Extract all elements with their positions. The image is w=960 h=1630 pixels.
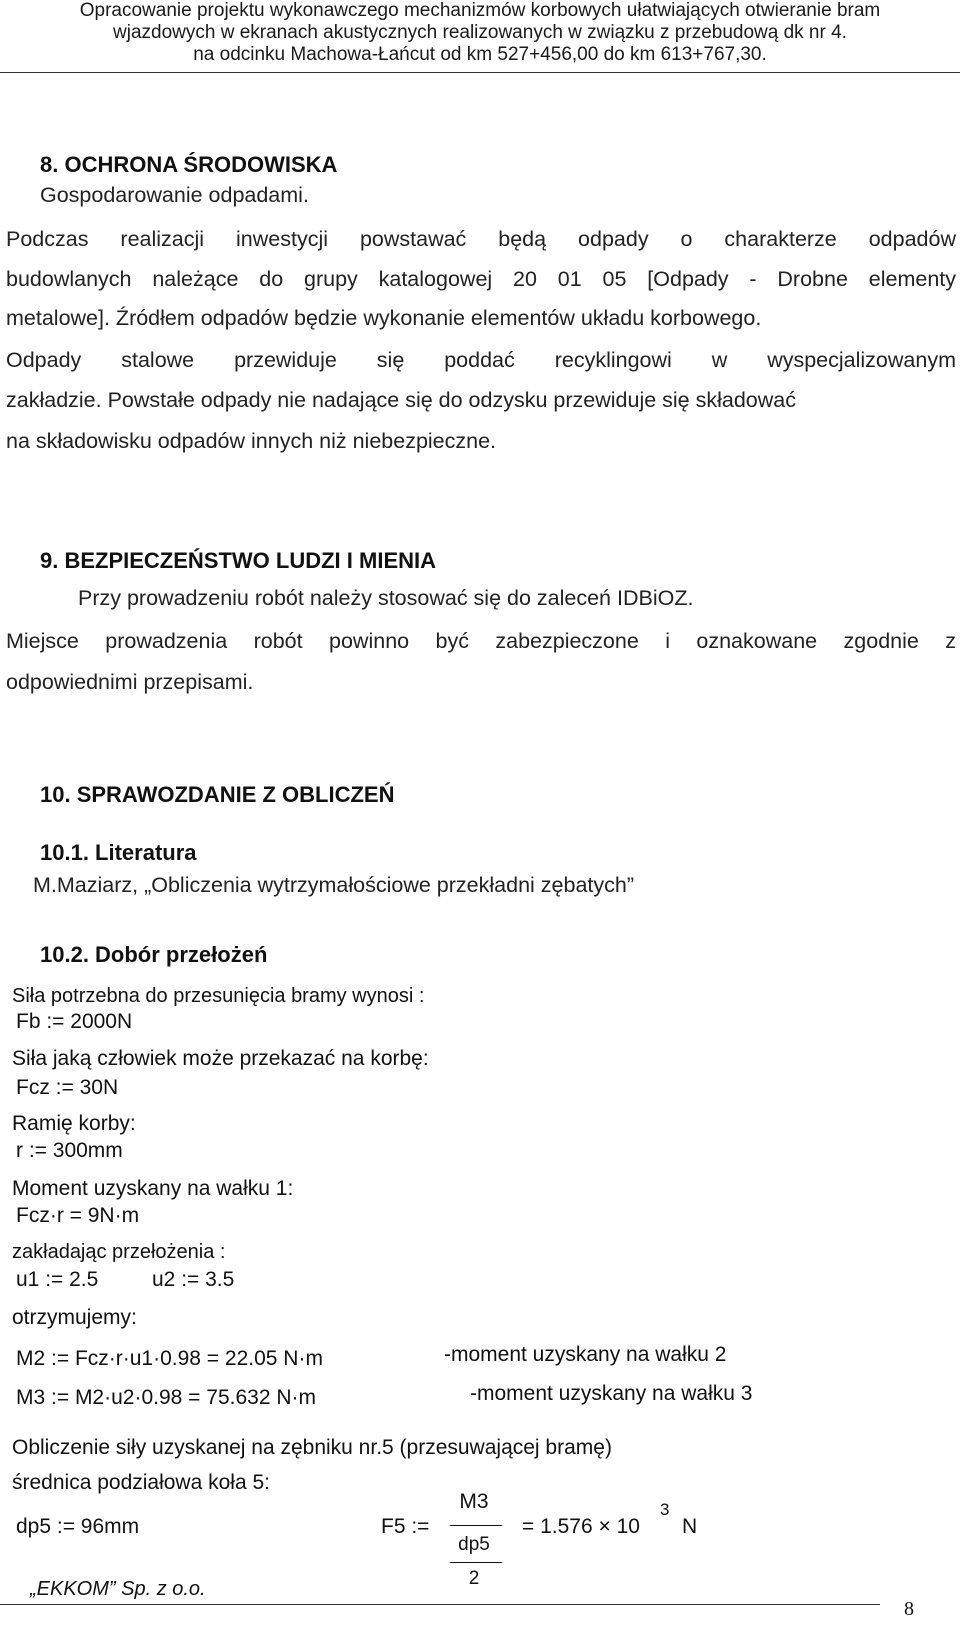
fcz-equation: Fcz := 30N — [16, 1076, 119, 1099]
fb-label: Siła potrzebna do przesunięcia bramy wynosi : — [12, 985, 425, 1007]
u2-equation: u2 := 3.5 — [152, 1268, 235, 1291]
page-number: 8 — [904, 1598, 914, 1620]
u1-equation: u1 := 2.5 — [16, 1268, 99, 1291]
section-8-title: 8. OCHRONA ŚRODOWISKA — [40, 152, 338, 177]
header-line-1: Opracowanie projektu wykonawczego mechanizmów korbowych ułatwiających otwieranie bram — [79, 0, 881, 21]
m2-note: -moment uzyskany na wałku 2 — [444, 1343, 727, 1366]
f5-lhs: F5 := — [381, 1515, 430, 1538]
literature-entry: M.Maziarz, „Obliczenia wytrzymałościowe przekładni zębatych” — [33, 873, 634, 897]
section-10-2-title: 10.2. Dobór przełożeń — [40, 942, 268, 967]
section-8-subtitle: Gospodarowanie odpadami. — [40, 183, 309, 207]
r-equation: r := 300mm — [16, 1139, 123, 1162]
m1-label: Moment uzyskany na wałku 1: — [12, 1177, 294, 1200]
section-9-line: odpowiednimi przepisami. — [6, 670, 254, 694]
ratio-label: zakładając przełożenia : — [12, 1241, 226, 1263]
m1-equation: Fcz·r = 9N·m — [16, 1204, 140, 1227]
dp5-label: średnica podziałowa koła 5: — [12, 1471, 270, 1494]
header-line-2: wjazdowych w ekranach akustycznych realizowanych w związku z przebudową dk nr 4. — [113, 22, 847, 43]
section-8-line: Odpady stalowe przewiduje się poddać recyklingowi w wyspecjalizowanym — [6, 348, 956, 372]
footer-company: „EKKOM” Sp. z o.o. — [30, 1578, 206, 1600]
m2-equation: M2 := Fcz·r·u1·0.98 = 22.05 N·m — [16, 1347, 323, 1370]
f5-unit: N — [682, 1515, 698, 1538]
f5-denominator: dp5 — [458, 1534, 490, 1555]
section-8-line: Podczas realizacji inwestycji powstawać będą odpady o charakterze odpadów — [6, 227, 956, 251]
f5-rhs: = 1.576 × 10 — [522, 1515, 640, 1538]
footer-divider — [0, 1604, 880, 1605]
header-divider — [0, 72, 960, 73]
result-label: otrzymujemy: — [12, 1306, 137, 1329]
page-header — [0, 0, 960, 72]
fcz-label: Siła jaką człowiek może przekazać na korbę: — [12, 1047, 429, 1070]
r-label: Ramię korby: — [12, 1112, 136, 1135]
section-10-1-title: 10.1. Literatura — [40, 840, 197, 865]
section-10-title: 10. SPRAWOZDANIE Z OBLICZEŃ — [40, 782, 395, 807]
fb-equation: Fb := 2000N — [16, 1010, 133, 1033]
section-9-line: Miejsce prowadzenia robót powinno być zabezpieczone i oznakowane zgodnie z — [6, 629, 956, 653]
dp5-equation: dp5 := 96mm — [16, 1515, 140, 1538]
section-8-line: zakładzie. Powstałe odpady nie nadające się do odzysku przewiduje się składować — [6, 388, 796, 412]
section-9-indent-line: Przy prowadzeniu robót należy stosować się do zaleceń IDBiOZ. — [78, 586, 694, 610]
f5-fraction — [448, 1490, 528, 1600]
f5-numerator: M3 — [459, 1490, 489, 1513]
f5-denominator-2: 2 — [468, 1568, 480, 1589]
section-8-line: na składowisku odpadów innych niż niebezpieczne. — [6, 429, 497, 453]
section-8-line: metalowe]. Źródłem odpadów będzie wykonanie elementów układu korbowego. — [6, 306, 762, 330]
f5-exponent: 3 — [660, 1500, 670, 1519]
m3-equation: M3 := M2·u2·0.98 = 75.632 N·m — [16, 1386, 316, 1409]
section-9-title: 9. BEZPIECZEŃSTWO LUDZI I MIENIA — [40, 548, 437, 573]
fraction-bar — [450, 1525, 502, 1526]
header-line-3: na odcinku Machowa-Łańcut od km 527+456,00 do km 613+767,30. — [193, 44, 767, 65]
force-label: Obliczenie siły uzyskanej na zębniku nr.5 (przesuwającej bramę) — [12, 1436, 612, 1459]
m3-note: -moment uzyskany na wałku 3 — [470, 1382, 753, 1405]
fraction-bar — [450, 1562, 502, 1563]
section-8-line: budowlanych należące do grupy katalogowej 20 01 05 [Odpady - Drobne elementy — [6, 267, 956, 291]
